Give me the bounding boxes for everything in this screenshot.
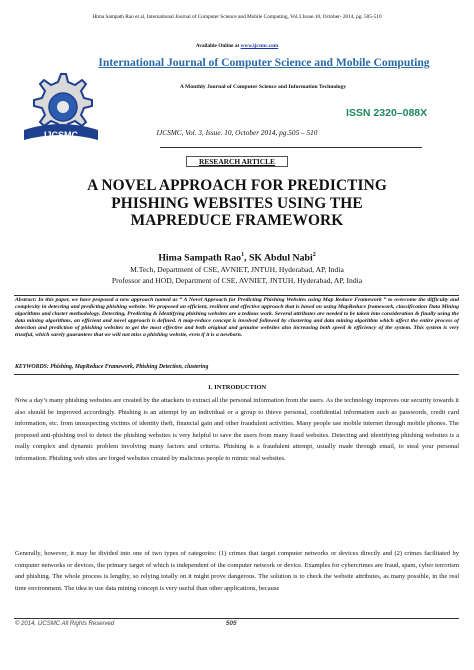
author-2: SK Abdul Nabi bbox=[248, 252, 313, 264]
footer-rule bbox=[14, 618, 459, 619]
author-1-sup: 1 bbox=[241, 252, 245, 258]
running-head: Hima Sampath Rao et al, International Journal of Computer Science and Mobile Computing, Vol.3 Issue.10, October- 2014, pg. 505-510 bbox=[92, 14, 382, 20]
citation: IJCSMC, Vol. 3, Issue. 10, October 2014, pg.505 – 510 bbox=[156, 128, 318, 137]
keywords: KEYWORDS: Phishing, MapReduce Framework, Phishing Detection, clustering bbox=[15, 364, 209, 370]
abstract: Abstract: In this paper, we have proposed a new approach named as “ A Novel Approach for Predicting Phishing Websites using Map Reduce Framework ” to overcome the difficulty and complexity in detecting and predicting phishing website. We proposed an efficient, resilient and effective approach that is based on using MapReduce framework, classification Data Mining algorithms and cluster methodology. Detecting, Predicting & Identifying phishing websites are a tedious work. Several attributes are needed to be taken into consideration & finally using the data mining algorithms, an efficient and novel approach is defined. A map-reduce concept is involved followed by clustering and data mining algorithm which affect the entire process of detection and prediction of phishing websites to get the most effective and both original and genuine websites also increasing both speed & efficiency of the system. This system is very trustful, which surely guarantees that we will not miss a phishing website, even if it is a newborn. bbox=[15, 297, 459, 338]
logo-text: IJCSMC bbox=[43, 130, 79, 140]
title-line-1: A NOVEL APPROACH FOR PREDICTING bbox=[87, 177, 387, 194]
available-online bbox=[0, 43, 474, 49]
ijcsmc-logo bbox=[14, 68, 108, 154]
authors bbox=[0, 252, 474, 263]
article-type-label: RESEARCH ARTICLE bbox=[186, 156, 288, 167]
paragraph-2: Generally, however, it may be divided into one of two types of categories: (1) crimes that target computer networks or devices directly and (2) crimes facilitated by computer networks or devices, the primary target of which is independent of the computer network or device. Examples for cybercrimes are fraud, spam, cyber terrorism and phishing. The whole process is lengthy, so relying totally on it might prove dangerous. The solution is to check the website attributes, as many possible, in the real time environment. The idea to use data mining concept is very useful than other applications, because bbox=[15, 550, 459, 592]
affiliation-2: Professor and HOD, Department of CSE, AVNIET, JNTUH, Hyderabad, AP, India bbox=[111, 276, 363, 285]
paper-title bbox=[0, 177, 474, 230]
author-2-sup: 2 bbox=[312, 252, 316, 258]
header-rule bbox=[160, 147, 422, 148]
gear-icon bbox=[34, 74, 92, 132]
available-prefix: Available Online at bbox=[195, 43, 241, 49]
journal-subtitle: A Monthly Journal of Computer Science and Information Technology bbox=[179, 84, 347, 90]
affiliation-1: M.Tech, Department of CSE, AVNIET, JNTUH, Hyderabad, AP, India bbox=[130, 265, 344, 274]
page-number: 505 bbox=[226, 620, 237, 627]
section-title: 1. INTRODUCTION bbox=[207, 384, 267, 391]
title-line-3: MAPREDUCE FRAMEWORK bbox=[130, 212, 344, 229]
journal-name: International Journal of Computer Science and Mobile Computing bbox=[98, 56, 430, 69]
issn: ISSN 2320–088X bbox=[346, 107, 428, 119]
copyright: © 2014, IJCSMC All Rights Reserved bbox=[15, 621, 115, 627]
author-1: Hima Sampath Rao bbox=[158, 252, 242, 264]
logo-hub-inner bbox=[57, 101, 69, 113]
author-separator: , bbox=[244, 252, 249, 264]
paragraph-1: Now a day’s many phishing websites are created by the attackers to extract all the personal information from the users. As the technology improves our security towards it also should be improved accordingly. Phishing is an attempt by an individual or a group to thieve personal, confidential information such as passwords, credit card information, etc. from unsuspecting victims of identity theft, financial gain and other fraudulent activities. Many people use mobile internet through mobile phones. The proposed anti-phishing tool to detect the phishing websites is very helpful to save the users from many fraud websites. Detecting and identifying phishing websites is a really complex and dynamic problem involving many factors and criteria. Phishing is a fraudulent attempt, usually made through email, to steal your personal information. Phishing web sites are forged websites created by malicious people to mimic real websites. bbox=[15, 397, 459, 462]
journal-website-link[interactable]: www.ijcsmc.com bbox=[240, 43, 279, 49]
title-line-2: PHISHING WEBSITES USING THE bbox=[111, 194, 363, 212]
